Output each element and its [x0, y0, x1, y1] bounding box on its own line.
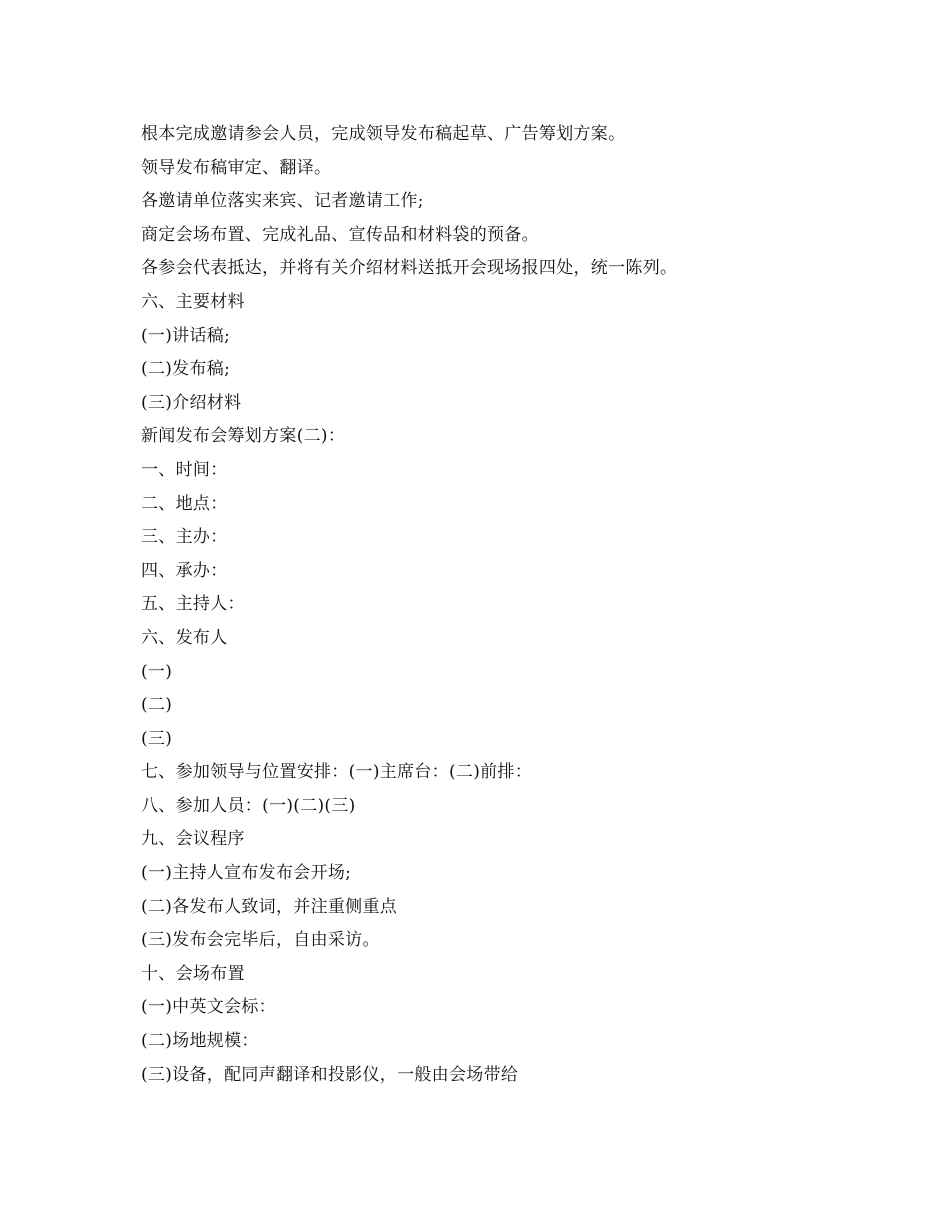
- text-line: (三)发布会完毕后，自由采访。: [141, 930, 380, 951]
- section-heading: 三、主办：: [141, 527, 228, 548]
- text-line: 根本完成邀请参会人员，完成领导发布稿起草、广告筹划方案。: [141, 124, 626, 144]
- text-line: (二)发布稿;: [141, 359, 231, 380]
- section-heading: 十、会场布置: [141, 963, 245, 984]
- text-line: (二)各发布人致词，并注重侧重点: [141, 896, 398, 917]
- text-line: 商定会场布置、完成礼品、宣传品和材料袋的预备。: [141, 224, 539, 245]
- document-body: [141, 118, 861, 1092]
- section-heading: 六、主要材料: [141, 291, 245, 312]
- section-heading: 九、会议程序: [141, 829, 245, 850]
- text-line: (三): [141, 728, 173, 749]
- text-line: 各参会代表抵达，并将有关介绍材料送抵开会现场报四处，统一陈列。: [141, 258, 678, 279]
- text-line: (一)讲话稿;: [141, 325, 231, 346]
- section-heading: 二、地点：: [141, 493, 228, 514]
- section-title: 新闻发布会筹划方案(二)：: [141, 426, 346, 447]
- section-heading: 四、承办：: [141, 560, 228, 581]
- text-line: (二)场地规模：: [141, 1031, 259, 1052]
- section-heading: 五、主持人：: [141, 594, 245, 615]
- text-line: (一): [141, 661, 173, 682]
- section-heading: 八、参加人员：(一)(二)(三): [141, 795, 356, 816]
- section-heading: 一、时间：: [141, 459, 228, 480]
- text-line: 各邀请单位落实来宾、记者邀请工作;: [141, 191, 424, 212]
- section-heading: 六、发布人: [141, 627, 228, 648]
- text-line: 领导发布稿审定、翻译。: [141, 157, 332, 178]
- text-line: (一)主持人宣布发布会开场;: [141, 863, 352, 884]
- text-line: (二): [141, 695, 173, 716]
- text-line: (三)介绍材料: [141, 392, 242, 413]
- text-line: (三)设备，配同声翻译和投影仪，一般由会场带给: [141, 1064, 519, 1085]
- text-line: (一)中英文会标：: [141, 997, 276, 1018]
- section-heading: 七、参加领导与位置安排：(一)主席台：(二)前排：: [141, 762, 533, 783]
